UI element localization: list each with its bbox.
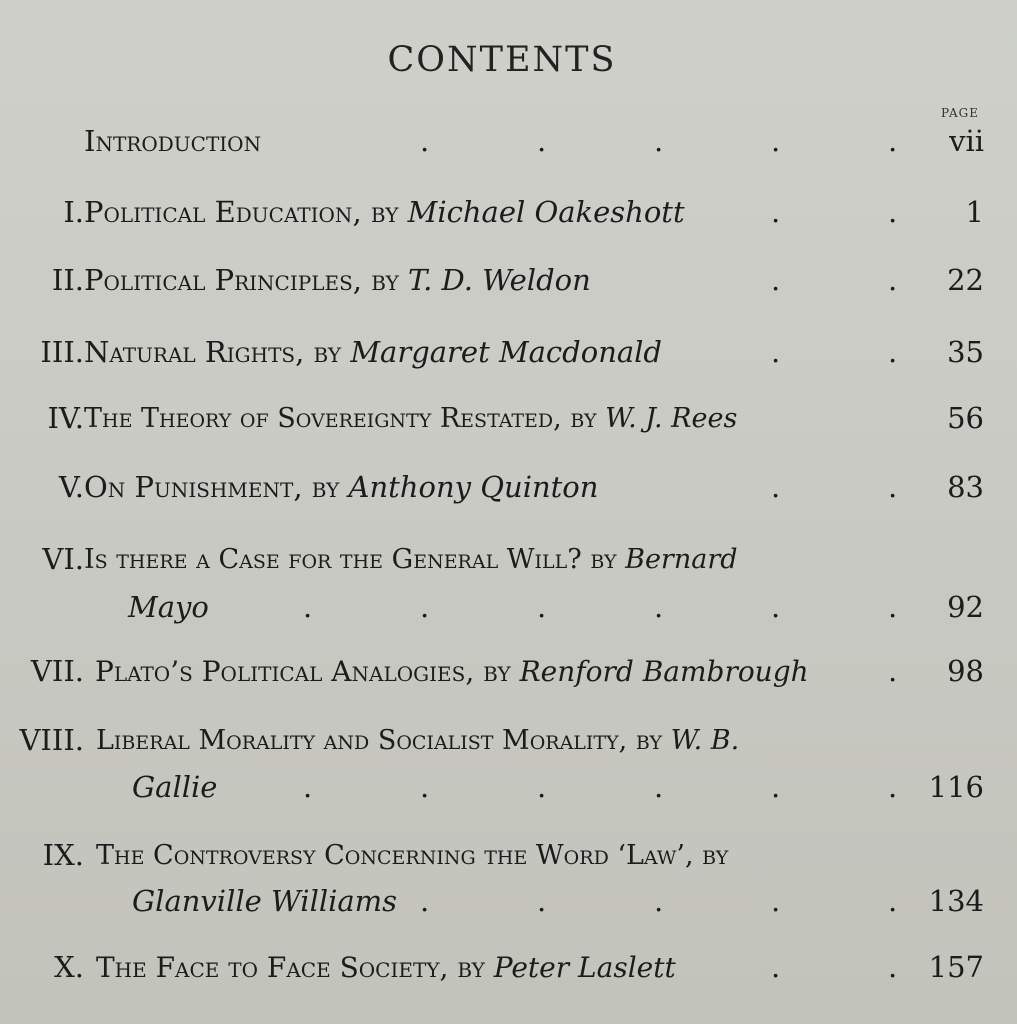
entry-title: Liberal Morality and Socialist Morality, by W. B. (96, 725, 740, 756)
entry-title: Plato’s Political Analogies, by Renford Bambrough (95, 655, 809, 688)
entry-number: III. (40, 335, 84, 369)
entry-author: Renford Bambrough (519, 655, 809, 688)
toc-entry-2: II. Political Principles, by T. D. Weldon . . 22 (51, 263, 984, 297)
entry-author-continued: Mayo (128, 590, 209, 624)
entry-title: The Face to Face Society, by Peter Laslett (96, 951, 676, 984)
entry-title: Political Principles, by T. D. Weldon (84, 263, 591, 297)
entry-page: 1 (965, 195, 984, 229)
entry-title: Is there a Case for the General Will? by Bernard (84, 544, 738, 575)
entry-title: On Punishment, by Anthony Quinton (84, 470, 599, 504)
entry-page: 98 (947, 654, 984, 688)
entry-author-continued: Glanville Williams (132, 884, 398, 918)
toc-entry-8-continued: Gallie . . . . . . 116 (132, 770, 984, 804)
toc-entry-9 (0, 838, 1017, 882)
entry-number: V. (58, 470, 84, 504)
toc-entry-6 (0, 542, 1017, 586)
entry-number: IV. (47, 401, 84, 435)
entry-author-continued: Gallie (132, 770, 218, 804)
entry-title: Introduction (84, 124, 262, 158)
contents-title: CONTENTS (387, 40, 617, 80)
entry-number: II. (51, 263, 84, 297)
entry-author: Michael Oakeshott (407, 195, 685, 229)
entry-author: Peter Laslett (493, 951, 676, 984)
entry-title: The Theory of Sovereignty Restated, by W. J. Rees (84, 403, 738, 434)
entry-page: vii (949, 124, 984, 158)
entry-title: The Controversy Concerning the Word ‘Law’, by (96, 840, 729, 871)
entry-number: VII. (30, 654, 84, 688)
entry-title: Natural Rights, by Margaret Macdonald (84, 335, 662, 369)
toc-entry-9-continued: Glanville Williams . . . . . 134 (132, 884, 984, 918)
toc-entry-3: III. Natural Rights, by Margaret Macdonald . . 35 (40, 335, 984, 369)
toc-entry-5: V. On Punishment, by Anthony Quinton . . 83 (58, 470, 984, 504)
entry-number: I. (63, 195, 84, 229)
page-column-label: PAGE (941, 106, 979, 120)
entry-author: T. D. Weldon (408, 263, 591, 297)
entry-number: VI. (42, 542, 84, 576)
entry-author: W. J. Rees (605, 403, 738, 434)
toc-entry-introduction: Introduction . . . . . vii (84, 124, 984, 158)
entry-page: 116 (928, 770, 984, 804)
entry-page: 92 (947, 590, 984, 624)
entry-page: 134 (928, 884, 984, 918)
entry-title: Political Education, by Michael Oakeshott (84, 195, 685, 229)
entry-page: 56 (947, 401, 984, 435)
entry-number: X. (54, 950, 84, 984)
entry-page: 157 (928, 950, 984, 984)
entry-author: Anthony Quinton (348, 470, 599, 504)
entry-author: Bernard (625, 544, 738, 575)
toc-entry-8 (0, 723, 1017, 767)
toc-entry-10: X. The Face to Face Society, by Peter Laslett . . 157 (54, 950, 984, 984)
entry-page: 35 (947, 335, 984, 369)
toc-entry-1: I. Political Education, by Michael Oakeshott . . 1 (63, 195, 984, 229)
entry-page: 22 (947, 263, 984, 297)
entry-page: 83 (947, 470, 984, 504)
entry-author: Margaret Macdonald (350, 335, 662, 369)
entry-number: VIII. (19, 723, 84, 757)
toc-entry-7: VII. Plato’s Political Analogies, by Renford Bambrough . 98 (30, 654, 984, 688)
toc-entry-6-continued: Mayo . . . . . . 92 (128, 590, 984, 624)
toc-entry-4 (0, 401, 1017, 445)
entry-number: IX. (42, 838, 84, 872)
entry-author: W. B. (670, 725, 740, 756)
